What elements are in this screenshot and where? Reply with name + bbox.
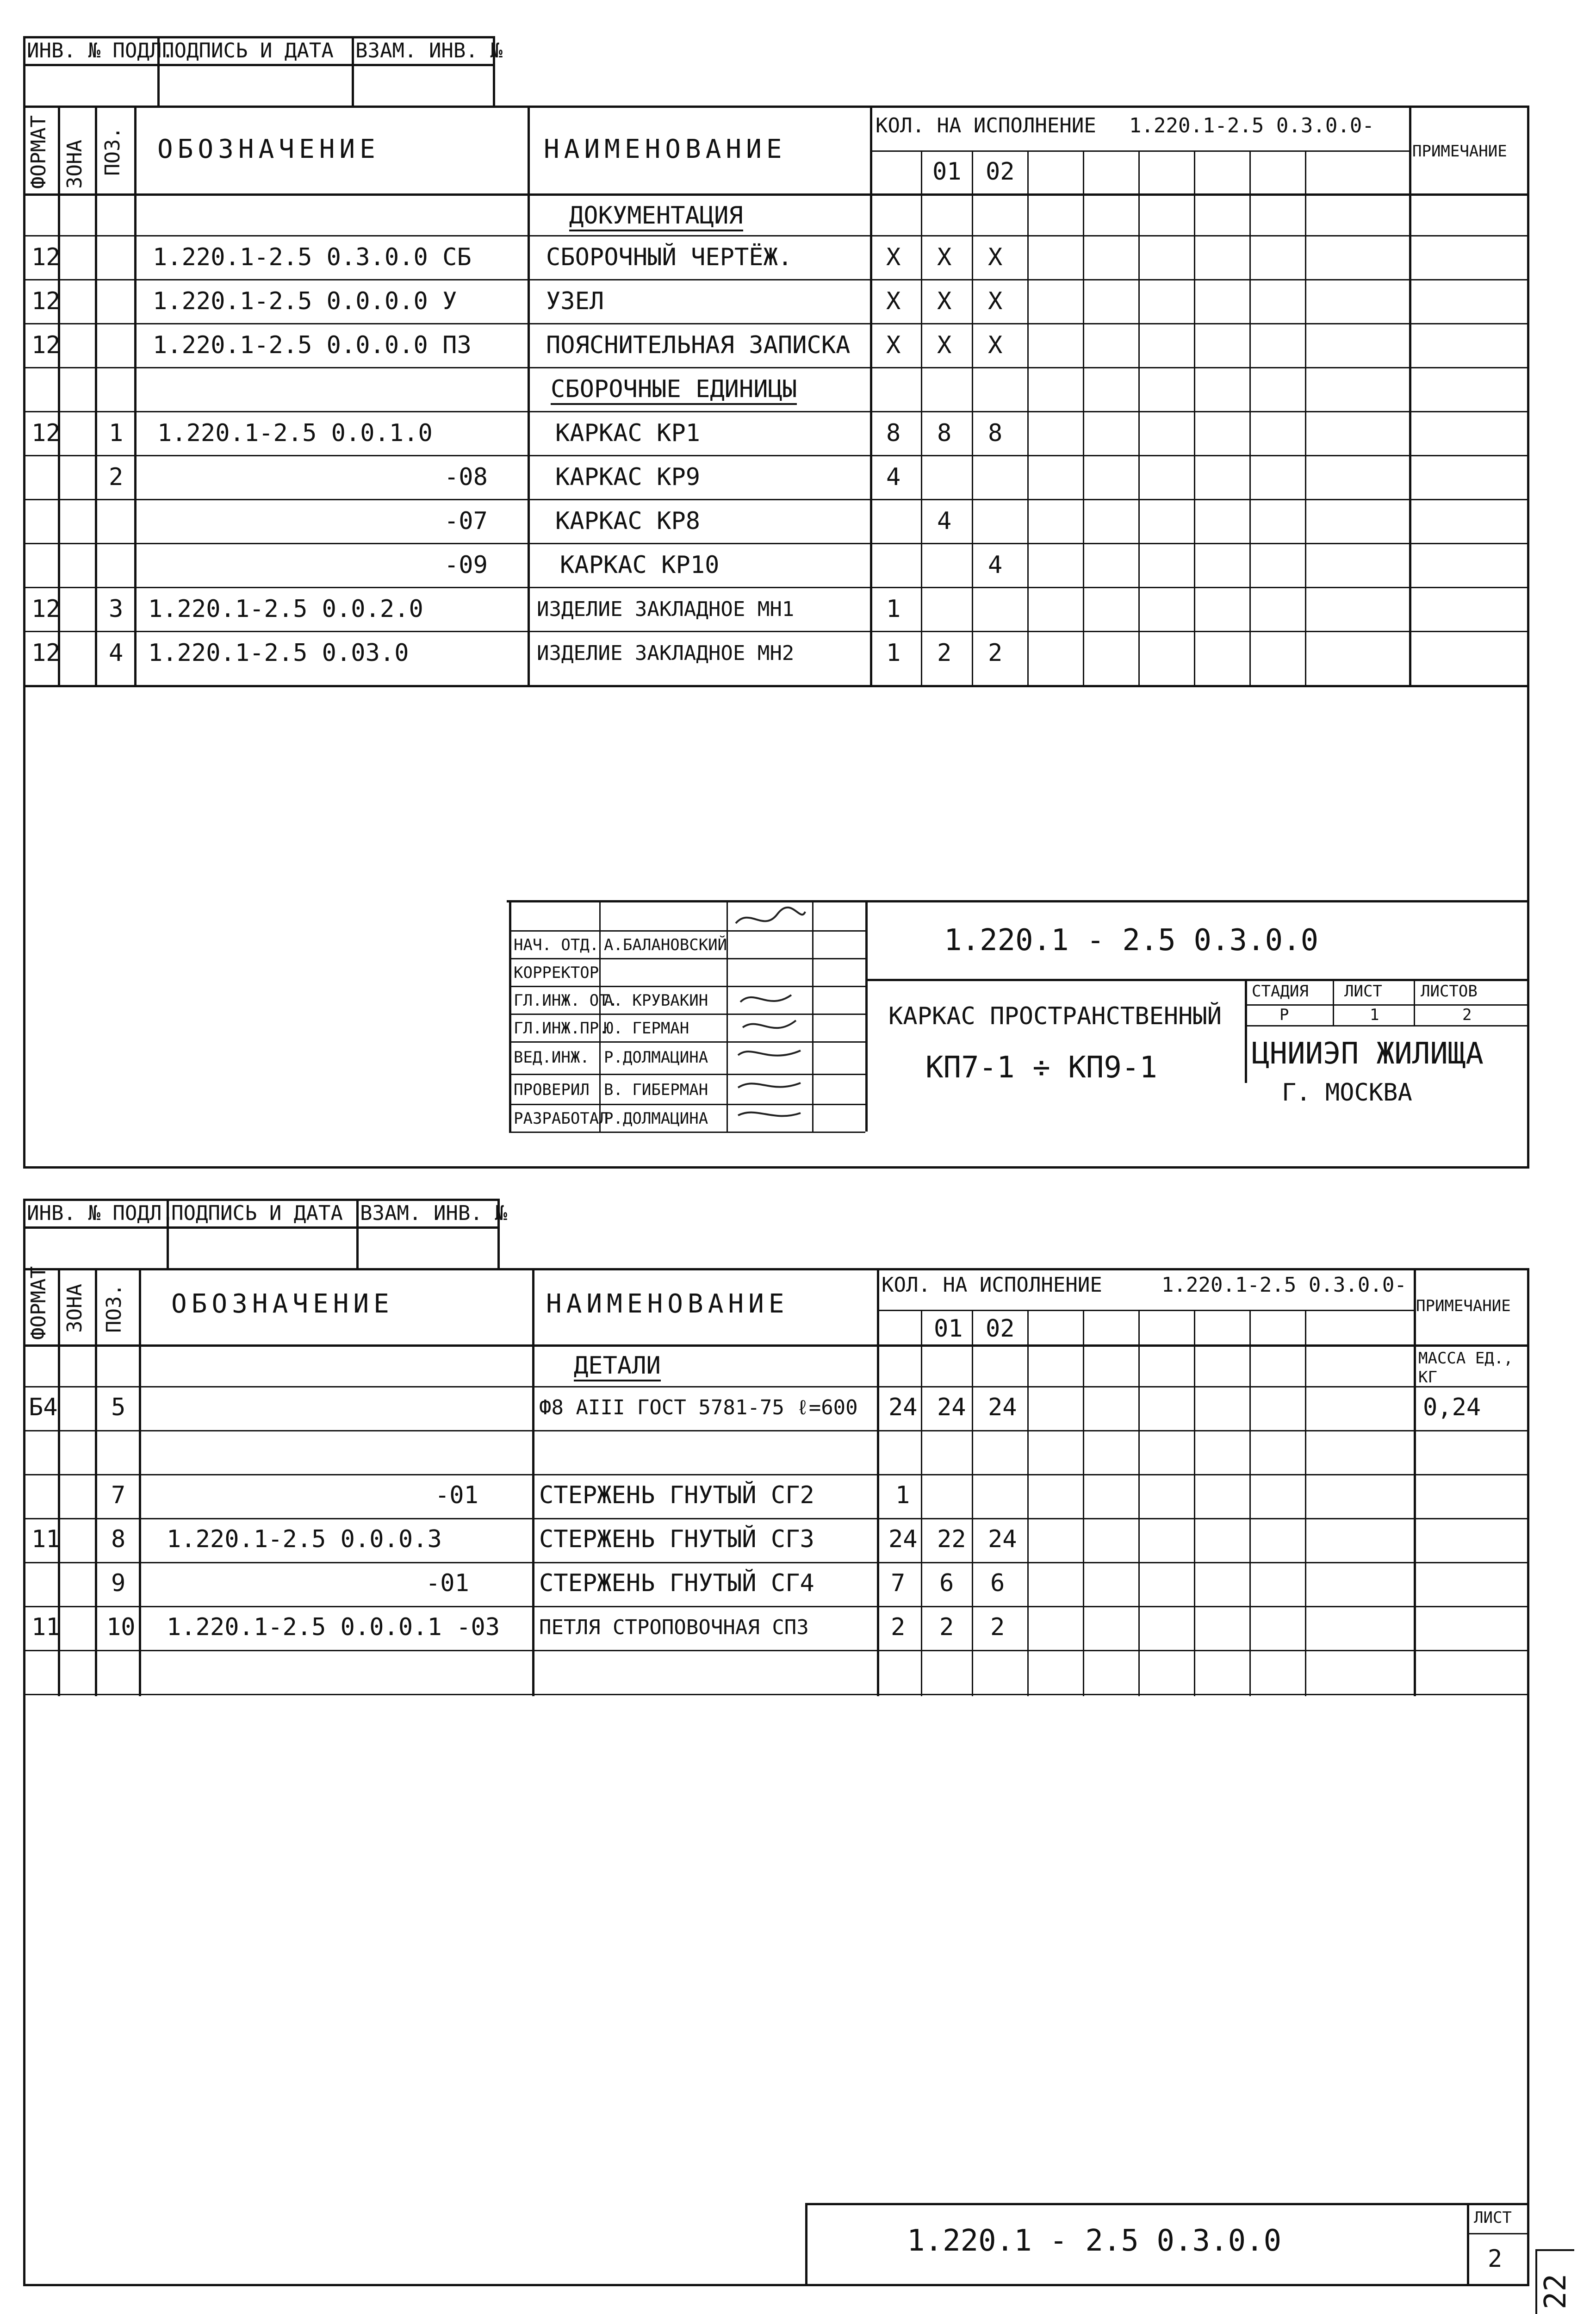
col-zona: ЗОНА: [63, 1284, 87, 1333]
row-qty-0: 7: [891, 1569, 906, 1597]
row-format: 12: [31, 639, 61, 667]
row-qty-2: 8: [988, 419, 1003, 447]
row-naimenovanie: СТЕРЖЕНЬ ГНУТЫЙ СГ4: [539, 1569, 814, 1597]
row-oboznachenie: -01: [426, 1569, 469, 1597]
row-format: 12: [31, 243, 61, 271]
tb-name-3: Ю. ГЕРМАН: [604, 1019, 689, 1038]
row-oboznachenie: 1.220.1-2.5 0.3.0.0 СБ: [153, 243, 472, 271]
row-oboznachenie: 1.220.1-2.5 0.0.2.0: [148, 595, 423, 623]
row-qty-1: 4: [937, 507, 952, 535]
footer-list-header: ЛИСТ: [1474, 2208, 1512, 2227]
row-oboznachenie: 1.220.1-2.5 0.0.0.1 -03: [167, 1613, 500, 1641]
row-naimenovanie: ПОЯСНИТЕЛЬНАЯ ЗАПИСКА: [546, 331, 851, 359]
col-primechanie: ПРИМЕЧАНИЕ: [1412, 142, 1507, 161]
stamp-inv-podl: ИНВ. № ПОДЛ.: [27, 1201, 174, 1225]
col-oboznachenie: ОБОЗНАЧЕНИЕ: [157, 134, 380, 164]
row-qty-2: 2: [988, 639, 1003, 667]
col-kol-code: 1.220.1-2.5 0.3.0.0-: [1161, 1273, 1407, 1297]
row-poz: 1: [109, 419, 124, 447]
footer-code: 1.220.1 - 2.5 0.3.0.0: [907, 2224, 1282, 2258]
row-qty-2: X: [988, 331, 1003, 359]
row-naimenovanie: СТЕРЖЕНЬ ГНУТЫЙ СГ3: [539, 1525, 814, 1553]
section-documentation: ДОКУМЕНТАЦИЯ: [569, 204, 743, 231]
row-oboznachenie: -09: [444, 551, 488, 579]
tb-listov-header: ЛИСТОВ: [1421, 982, 1478, 1001]
row-qty-1: 8: [937, 419, 952, 447]
row-qty-1: 2: [939, 1613, 954, 1641]
tb-role-3: ГЛ.ИНЖ.ПР.: [514, 1019, 609, 1038]
row-poz: 5: [111, 1393, 126, 1421]
col-format: ФОРМАТ: [27, 115, 50, 189]
col-naimenovanie: НАИМЕНОВАНИЕ: [546, 1289, 789, 1319]
tb-role-1: КОРРЕКТОР: [514, 964, 599, 982]
tb-list: 1: [1370, 1006, 1379, 1024]
tb-stadiya-header: СТАДИЯ: [1252, 982, 1309, 1001]
col-kol: КОЛ. НА ИСПОЛНЕНИЕ: [882, 1273, 1102, 1297]
row-naimenovanie: ИЗДЕЛИЕ ЗАКЛАДНОЕ МН1: [537, 597, 795, 621]
row-naimenovanie: КАРКАС КР9: [555, 463, 701, 491]
tb-code: 1.220.1 - 2.5 0.3.0.0: [944, 923, 1319, 958]
tb-list-header: ЛИСТ: [1344, 982, 1382, 1001]
col-naimenovanie: НАИМЕНОВАНИЕ: [544, 134, 787, 164]
row-oboznachenie: -07: [444, 507, 488, 535]
row-naimenovanie: КАРКАС КР1: [555, 419, 701, 447]
tb-role-5: ПРОВЕРИЛ: [514, 1081, 590, 1099]
row-qty-0: 2: [891, 1613, 906, 1641]
row-qty-0: X: [886, 243, 901, 271]
col-zona: ЗОНА: [63, 140, 87, 189]
row-naimenovanie: Ф8 АIII ГОСТ 5781-75 ℓ=600: [539, 1396, 858, 1419]
col-01: 01: [932, 158, 962, 186]
col-primechanie: ПРИМЕЧАНИЕ: [1416, 1297, 1511, 1315]
row-naimenovanie: УЗЕЛ: [546, 287, 604, 315]
stamp-vzam: ВЗАМ. ИНВ. №: [360, 1201, 507, 1225]
row-qty-1: X: [937, 243, 952, 271]
row-oboznachenie: 1.220.1-2.5 0.03.0: [148, 639, 409, 667]
col-kol-code: 1.220.1-2.5 0.3.0.0-: [1129, 114, 1374, 137]
row-qty-2: 2: [990, 1613, 1005, 1641]
row-format: 12: [31, 595, 61, 623]
row-poz: 4: [109, 639, 124, 667]
row-qty-1: 6: [939, 1569, 954, 1597]
col-poz: ПОЗ.: [102, 1284, 126, 1333]
row-poz: 2: [109, 463, 124, 491]
row-qty-1: 24: [937, 1393, 966, 1421]
row-qty-0: X: [886, 331, 901, 359]
row-poz: 3: [109, 595, 124, 623]
row-format: 11: [31, 1525, 61, 1553]
row-naimenovanie: ИЗДЕЛИЕ ЗАКЛАДНОЕ МН2: [537, 641, 795, 665]
row-qty-1: 22: [937, 1525, 966, 1553]
row-qty-1: X: [937, 287, 952, 315]
section-assembly-units: СБОРОЧНЫЕ ЕДИНИЦЫ: [551, 377, 797, 405]
row-qty-0: 24: [888, 1393, 918, 1421]
tb-title-2: КП7-1 ÷ КП9-1: [925, 1051, 1157, 1085]
row-naimenovanie: КАРКАС КР10: [560, 551, 720, 579]
col-oboznachenie: ОБОЗНАЧЕНИЕ: [171, 1289, 394, 1319]
tb-org: ЦНИИЭП ЖИЛИЩА: [1252, 1037, 1484, 1071]
col-02: 02: [986, 158, 1015, 186]
row-format: Б4: [29, 1393, 58, 1421]
stamp-podpis: ПОДПИСЬ И ДАТА: [171, 1201, 343, 1225]
tb-stadiya: Р: [1279, 1006, 1289, 1024]
row-note: 0,24: [1423, 1393, 1481, 1421]
tb-role-0: НАЧ. ОТД.: [514, 936, 599, 954]
row-qty-0: 8: [886, 419, 901, 447]
row-qty-1: 2: [937, 639, 952, 667]
signatures-image: [731, 905, 810, 1127]
stamp-vzam: ВЗАМ. ИНВ. №: [355, 39, 503, 62]
row-oboznachenie: 1.220.1-2.5 0.0.1.0: [157, 419, 433, 447]
row-oboznachenie: 1.220.1-2.5 0.0.0.3: [167, 1525, 442, 1553]
col-02: 02: [986, 1315, 1015, 1343]
tb-role-4: ВЕД.ИНЖ.: [514, 1048, 590, 1067]
footer-list-number: 2: [1488, 2245, 1503, 2273]
tb-listov: 2: [1462, 1006, 1472, 1024]
row-format: 12: [31, 419, 61, 447]
row-oboznachenie: 1.220.1-2.5 0.0.0.0 У: [153, 287, 457, 315]
row-qty-2: 4: [988, 551, 1003, 579]
tb-role-2: ГЛ.ИНЖ. ОТ.: [514, 991, 618, 1010]
tb-title-1: КАРКАС ПРОСТРАНСТВЕННЫЙ: [888, 1002, 1222, 1030]
row-poz: 10: [106, 1613, 136, 1641]
col-01: 01: [934, 1315, 963, 1343]
row-poz: 8: [111, 1525, 126, 1553]
row-format: 11: [31, 1613, 61, 1641]
tb-city: Г. МОСКВА: [1282, 1079, 1412, 1107]
row-oboznachenie: -01: [435, 1481, 478, 1509]
row-format: 12: [31, 331, 61, 359]
row-qty-2: 6: [990, 1569, 1005, 1597]
row-qty-2: 24: [988, 1525, 1017, 1553]
row-qty-0: 24: [888, 1525, 918, 1553]
row-qty-0: 4: [886, 463, 901, 491]
row-naimenovanie: СБОРОЧНЫЙ ЧЕРТЁЖ.: [546, 243, 793, 271]
row-naimenovanie: КАРКАС КР8: [555, 507, 701, 535]
row-naimenovanie: ПЕТЛЯ СТРОПОВОЧНАЯ СП3: [539, 1616, 809, 1639]
col-format: ФОРМАТ: [27, 1266, 50, 1340]
col-kol: КОЛ. НА ИСПОЛНЕНИЕ: [876, 114, 1096, 137]
row-qty-2: 24: [988, 1393, 1017, 1421]
row-format: 12: [31, 287, 61, 315]
page-number: 22: [1539, 2273, 1573, 2309]
stamp-inv-podl: ИНВ. № ПОДЛ.: [27, 39, 174, 62]
row-qty-2: X: [988, 287, 1003, 315]
tb-name-2: А. КРУВАКИН: [604, 991, 708, 1010]
tb-name-0: А.БАЛАНОВСКИЙ: [604, 936, 727, 954]
tb-role-6: РАЗРАБОТАЛ: [514, 1109, 609, 1128]
col-poz: ПОЗ.: [101, 127, 124, 176]
section-parts: ДЕТАЛИ: [574, 1354, 661, 1381]
row-poz: 9: [111, 1569, 126, 1597]
row-qty-0: 1: [886, 639, 901, 667]
row-oboznachenie: -08: [444, 463, 488, 491]
tb-name-5: В. ГИБЕРМАН: [604, 1081, 708, 1099]
stamp-podpis: ПОДПИСЬ И ДАТА: [162, 39, 334, 62]
row-qty-0: 1: [886, 595, 901, 623]
row-oboznachenie: 1.220.1-2.5 0.0.0.0 ПЗ: [153, 331, 472, 359]
row-poz: 7: [111, 1481, 126, 1509]
row-qty-2: X: [988, 243, 1003, 271]
mass-note: МАССА ЕД., КГ: [1418, 1349, 1513, 1387]
tb-name-6: Р.ДОЛМАЦИНА: [604, 1109, 708, 1128]
row-qty-0: X: [886, 287, 901, 315]
tb-name-4: Р.ДОЛМАЦИНА: [604, 1048, 708, 1067]
row-qty-0: 1: [895, 1481, 910, 1509]
row-qty-1: X: [937, 331, 952, 359]
row-naimenovanie: СТЕРЖЕНЬ ГНУТЫЙ СГ2: [539, 1481, 814, 1509]
